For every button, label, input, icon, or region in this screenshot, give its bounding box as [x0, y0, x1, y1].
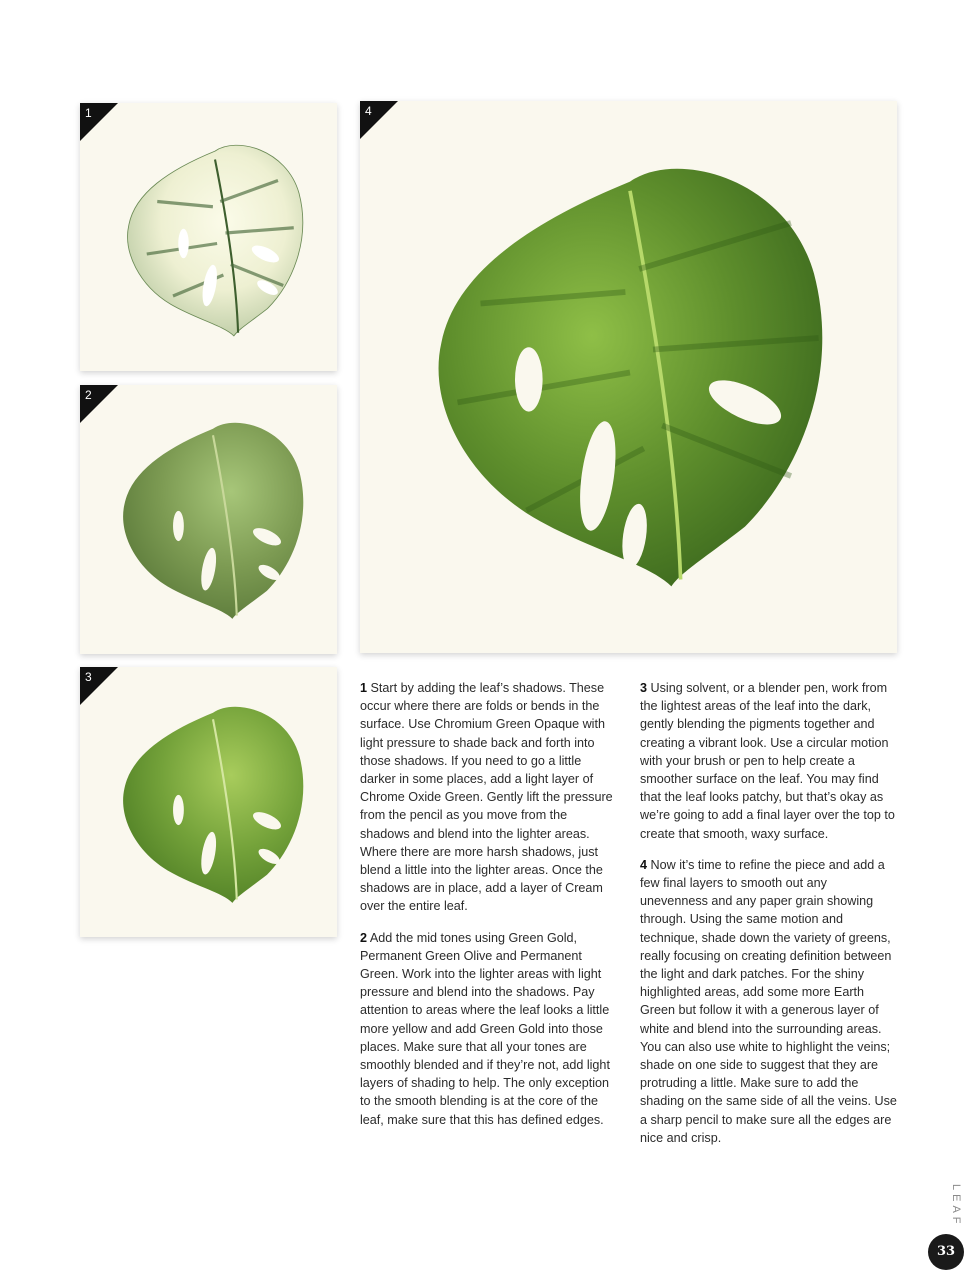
section-label: LEAF — [950, 1184, 962, 1228]
step-image-3 — [80, 667, 337, 937]
step-image-4 — [360, 101, 897, 653]
step-number: 1 — [85, 106, 92, 120]
step-paragraph-3: 3 Using solvent, or a blender pen, work from the lightest areas of the leaf into the dark, gently blending the pigments together and creating a vibrant look. Use a circular motion with your brush or pen to help create a smoother surface on the leaf. You may find that the leaf looks patchy, but that’s okay as we’re going to add a final layer over the top to create that smooth, waxy surface. — [640, 681, 895, 841]
step-number: 2 — [85, 388, 92, 402]
instructions-column-right — [640, 679, 898, 1160]
monstera-leaf-final-image — [360, 101, 897, 653]
step-number: 3 — [85, 670, 92, 684]
page-number-badge: 33 — [928, 1234, 964, 1270]
step-paragraph-4: 4 Now it’s time to refine the piece and add a few final layers to smooth out any unevenness and any paper grain showing through. Using the same motion and technique, shade down the variety of greens, really focusing on creating definition between the light and dark patches. For the shiny highlighted areas, add some more Earth Green but follow it with a generous layer of white and blend into the surrounding areas. You can also use white to highlight the veins; shade on one side to suggest that they are protruding a little. Make sure to add the shading on the same side of all the veins. Use a sharp pencil to make sure all the edges are nice and crisp. — [640, 857, 897, 1145]
monstera-leaf-sketch-image — [80, 103, 337, 371]
monstera-leaf-midtones-image — [80, 385, 337, 654]
monstera-leaf-blended-image — [80, 667, 337, 937]
step-image-2 — [80, 385, 337, 654]
instructions-column-left — [360, 679, 618, 1142]
step-paragraph-2: 2 Add the mid tones using Green Gold, Permanent Green Olive and Permanent Green. Work into the lighter areas with light pressure and blend into the shadows. Pay attention to areas where the leaf looks a little more yellow and add Green Gold into those places. Make sure that all your tones are smoothly blended and if they’re not, add light layers of shading to help. The only exception to the smooth blending is at the core of the leaf, make sure that this has defined edges. — [360, 930, 610, 1127]
step-image-1 — [80, 103, 337, 371]
step-paragraph-1: 1 Start by adding the leaf’s shadows. These occur where there are folds or bends in the surface. Use Chromium Green Opaque with light pressure to shade back and forth into those shadows. If you need to go a little darker in some places, add a light layer of Chrome Oxide Green. Gently lift the pressure from the pencil as you move from the shadows and blend into the lighter areas. Where there are more harsh shadows, just blend a little into the lighter areas. Once the shadows are in place, add a layer of Cream over the entire leaf. — [360, 681, 613, 914]
step-number: 4 — [365, 104, 372, 118]
